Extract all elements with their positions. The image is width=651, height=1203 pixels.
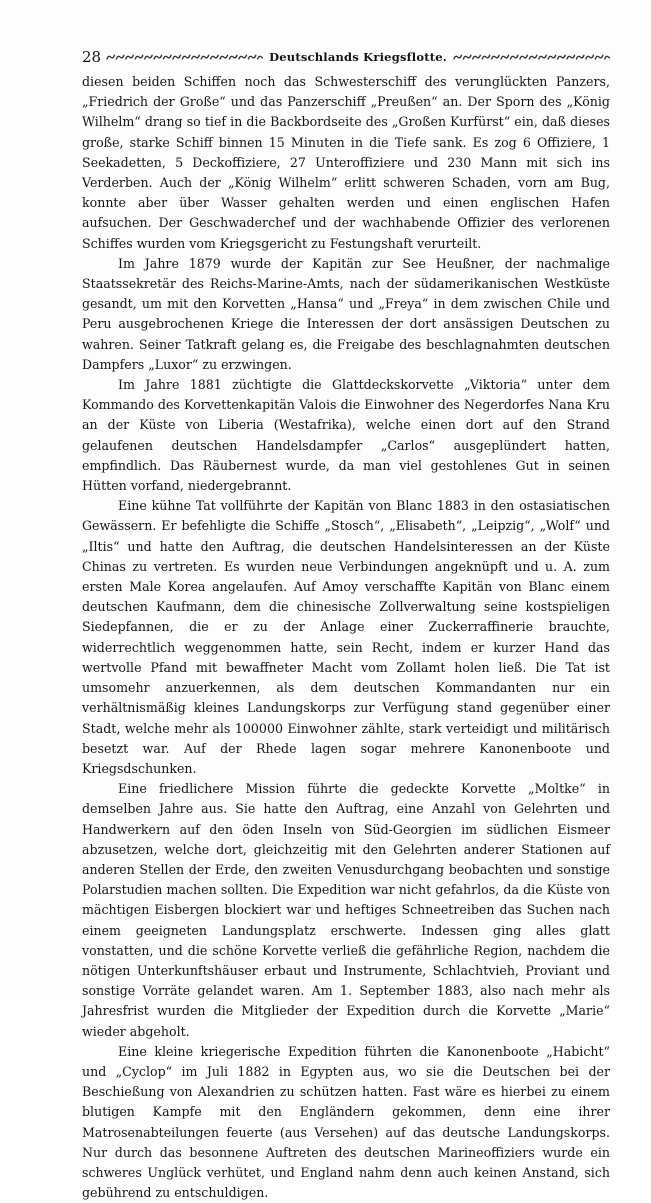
running-title: Deutschlands Kriegsflotte. xyxy=(269,50,447,64)
body-text xyxy=(82,72,610,1203)
paragraph-continued: diesen beiden Schiffen noch das Schwesterschiff des verunglückten Panzers, „Friedrich der Große“ und das Panzerschiff „Preußen“ an. Der Sporn des „König Wilhelm“ drang so tief in die Backbordseite des „Großen Kurfürst“ ein, daß dieses große, starke Schiff binnen 15 Minuten in die Tiefe sank. Es zog 6 Offiziere, 1 Seekadetten, 5 Deckoffiziere, 27 Unteroffiziere und 230 Mann mit sich ins Verderben. Auch der „König Wilhelm“ erlitt schweren Schaden, vorn am Bug, konnte aber über Wasser gehalten werden und einen englischen Hafen aufsuchen. Der Geschwaderchef und der wachhabende Offizier des verlorenen Schiffes wurden vom Kriegsgericht zu Festungshaft verurteilt. xyxy=(82,74,610,251)
ornament-left xyxy=(106,52,263,63)
paragraph: Eine kühne Tat vollführte der Kapitän von Blanc 1883 in den ostasiatischen Gewässern. Er befehligte die Schiffe „Stosch“, „Elisabeth“, „Leipzig“, „Wolf“ und „Iltis“ und hatte den Auftrag, die deutschen Handelsinteressen an der Küste Chinas zu vertreten. Es wurden neue Verbindungen angeknüpft und u. A. zum ersten Male Korea angelaufen. Auf Amoy verschaffte Kapitän von Blanc einem deutschen Kaufmann, dem die chinesische Zollverwaltung seine kostspieligen Siedepfannen, die er zu der Anlage einer Zuckerraffinerie brauchte, widerrechtlich weggenommen hatte, sein Recht, indem er kurzer Hand das wertvolle Pfand mit bewaffneter Macht vom Zollamt holen ließ. Die Tat ist umsomehr anzuerkennen, als dem deutschen Kommandanten nur ein verhältnismäßig kleines Landungskorps zur Verfügung stand gegenüber einer Stadt, welche mehr als 100000 Einwohner zählte, stark verteidigt und militärisch besetzt war. Auf der Rhede lagen sogar mehrere Kanonenboote und Kriegsdschunken. xyxy=(82,498,610,776)
page-number: 28 xyxy=(82,48,102,66)
ornament-right xyxy=(453,52,610,63)
paragraph: Im Jahre 1881 züchtigte die Glattdeckskorvette „Viktoria“ unter dem Kommando des Korvettenkapitän Valois die Einwohner des Negerdorfes Nana Kru an der Küste von Liberia (Westafrika), welche einen dort auf den Strand gelaufenen deutschen Handelsdampfer „Carlos“ ausgeplündert hatten, empfindlich. Das Räubernest wurde, da man viel gestohlenes Gut in seinen Hütten vorfand, niedergebrannt. xyxy=(82,377,610,494)
paragraph: Eine friedlichere Mission führte die gedeckte Korvette „Moltke“ in demselben Jahre aus. Sie hatte den Auftrag, eine Anzahl von Gelehrten und Handwerkern auf den öden Inseln von Süd-Georgien im südlichen Eismeer abzusetzen, welche dort, gleichzeitig mit den Gelehrten anderer Stationen auf anderen Stellen der Erde, den zweiten Venusdurchgang beobachten und sonstige Polarstudien machen sollten. Die Expedition war nicht gefahrlos, da die Küste von mächtigen Eisbergen blockiert war und heftiges Schneetreiben das Suchen nach einem geeigneten Landungsplatz erschwerte. Indessen ging alles glatt vonstatten, und die schöne Korvette verließ die gefährliche Region, nachdem die nötigen Unterkunftshäuser erbaut und Instrumente, Schlachtvieh, Proviant und sonstige Vorräte gelandet waren. Am 1. September 1883, also nach mehr als Jahresfrist wurden die Mitglieder der Expedition durch die Korvette „Marie“ wieder abgeholt. xyxy=(82,781,610,1039)
paragraph: Im Jahre 1879 wurde der Kapitän zur See Heußner, der nachmalige Staatssekretär des Reichs-Marine-Amts, nach der südamerikanischen Westküste gesandt, um mit den Korvetten „Hansa“ und „Freya“ in dem zwischen Chile und Peru ausgebrochenen Kriege die Interessen der dort ansässigen Deutschen zu wahren. Seiner Tatkraft gelang es, die Freigabe des beschlagnahmten deutschen Dampfers „Luxor“ zu erzwingen. xyxy=(82,255,610,372)
paragraph: Eine kleine kriegerische Expedition führten die Kanonenboote „Habicht“ und „Cyclop“ im Juli 1882 in Egypten aus, wo sie die Deutschen bei der Beschießung von Alexandrien zu schützen hatten. Fast wäre es hierbei zu einem blutigen Kampfe mit den Engländern gekommen, denn eine ihrer Matrosenabteilungen feuerte (aus Versehen) auf das deutsche Landungskorps. Nur durch das besonnene Auftreten des deutschen Marineoffiziers wurde ein schweres Unglück verhütet, und England nahm denn auch keinen Anstand, sich gebührend zu entschuldigen. xyxy=(82,1043,610,1201)
running-header xyxy=(82,46,610,68)
